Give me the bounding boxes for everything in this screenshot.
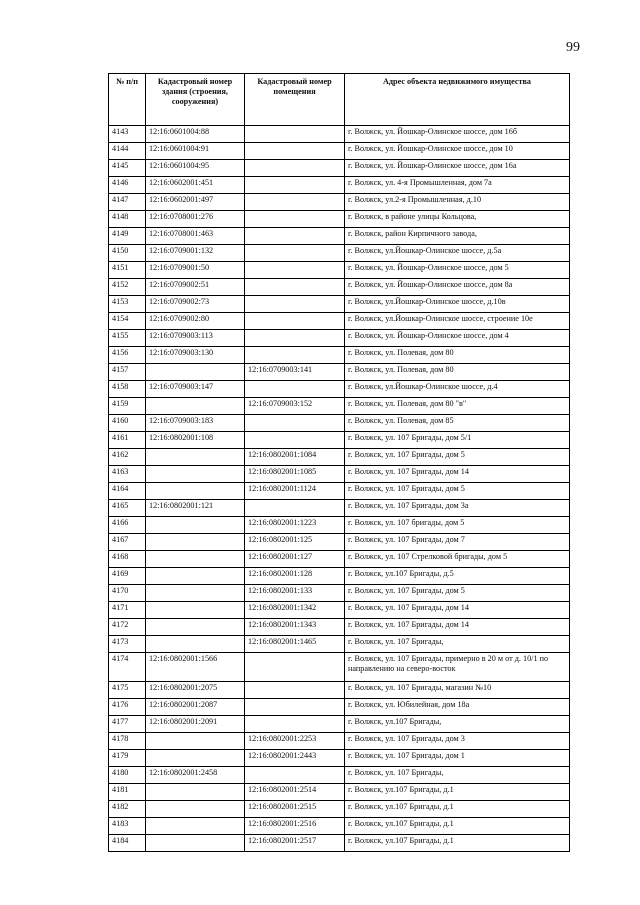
cell-row-number: 4161	[109, 432, 146, 449]
cell-address: г. Волжск, в районе улицы Кольцова,	[345, 211, 570, 228]
cell-room-cadastral-number	[245, 716, 345, 733]
cell-room-cadastral-number	[245, 432, 345, 449]
table-row	[109, 381, 570, 398]
cell-address: г. Волжск, ул. 107 Бригады, дом 1	[345, 750, 570, 767]
table-row	[109, 653, 570, 682]
cell-address: г. Волжск, ул.107 Бригады, д.1	[345, 818, 570, 835]
cell-address: г. Волжск, ул. 107 Бригады, дом 5	[345, 483, 570, 500]
cell-building-cadastral-number	[146, 364, 245, 381]
cell-address: г. Волжск, ул. 4-я Промышленная, дом 7а	[345, 177, 570, 194]
cell-row-number: 4143	[109, 126, 146, 143]
cell-building-cadastral-number	[146, 801, 245, 818]
cell-building-cadastral-number	[146, 398, 245, 415]
cell-building-cadastral-number: 12:16:0708001:463	[146, 228, 245, 245]
cell-row-number: 4159	[109, 398, 146, 415]
header-building-cadastral-number: Кадастровый номер здания (строения, сооружения)	[146, 74, 245, 126]
cell-building-cadastral-number	[146, 517, 245, 534]
cell-address: г. Волжск, ул.2-я Промышленная, д.10	[345, 194, 570, 211]
cell-building-cadastral-number	[146, 585, 245, 602]
cell-room-cadastral-number: 12:16:0802001:2443	[245, 750, 345, 767]
table-row	[109, 160, 570, 177]
cell-row-number: 4170	[109, 585, 146, 602]
cell-address: г. Волжск, ул. 107 Бригады, дом 3	[345, 733, 570, 750]
table-row	[109, 126, 570, 143]
cell-room-cadastral-number: 12:16:0709003:152	[245, 398, 345, 415]
cell-address: г. Волжск, ул. Полевая, дом 80	[345, 364, 570, 381]
cell-address: г. Волжск, ул. Полевая, дом 80	[345, 347, 570, 364]
cell-row-number: 4155	[109, 330, 146, 347]
cell-room-cadastral-number: 12:16:0802001:1342	[245, 602, 345, 619]
cell-row-number: 4173	[109, 636, 146, 653]
table-row	[109, 784, 570, 801]
table-row	[109, 636, 570, 653]
cell-row-number: 4147	[109, 194, 146, 211]
table-row	[109, 313, 570, 330]
cell-row-number: 4167	[109, 534, 146, 551]
cell-row-number: 4179	[109, 750, 146, 767]
table-row	[109, 733, 570, 750]
table-row	[109, 279, 570, 296]
cell-building-cadastral-number	[146, 784, 245, 801]
cell-building-cadastral-number: 12:16:0802001:1566	[146, 653, 245, 682]
table-row	[109, 517, 570, 534]
cell-building-cadastral-number: 12:16:0709001:132	[146, 245, 245, 262]
table-row	[109, 682, 570, 699]
property-registry-table	[108, 73, 570, 852]
cell-room-cadastral-number: 12:16:0802001:1223	[245, 517, 345, 534]
cell-row-number: 4150	[109, 245, 146, 262]
cell-address: г. Волжск, ул.Йошкар-Олинское шоссе, д.5а	[345, 245, 570, 262]
cell-building-cadastral-number: 12:16:0802001:121	[146, 500, 245, 517]
table-row	[109, 585, 570, 602]
cell-address: г. Волжск, ул. Полевая, дом 80 "в"	[345, 398, 570, 415]
cell-building-cadastral-number: 12:16:0601004:88	[146, 126, 245, 143]
cell-row-number: 4176	[109, 699, 146, 716]
cell-row-number: 4174	[109, 653, 146, 682]
cell-building-cadastral-number: 12:16:0602001:497	[146, 194, 245, 211]
cell-row-number: 4146	[109, 177, 146, 194]
table-row	[109, 211, 570, 228]
cell-row-number: 4178	[109, 733, 146, 750]
cell-building-cadastral-number	[146, 466, 245, 483]
cell-address: г. Волжск, ул. 107 Бригады, примерно в 20 м от д. 10/1 по направлению на северо-восток	[345, 653, 570, 682]
table-row	[109, 330, 570, 347]
cell-row-number: 4157	[109, 364, 146, 381]
cell-building-cadastral-number: 12:16:0602001:451	[146, 177, 245, 194]
cell-row-number: 4165	[109, 500, 146, 517]
cell-room-cadastral-number	[245, 177, 345, 194]
table-row	[109, 432, 570, 449]
cell-row-number: 4158	[109, 381, 146, 398]
table-row	[109, 602, 570, 619]
cell-address: г. Волжск, ул. 107 Бригады, дом 3а	[345, 500, 570, 517]
cell-row-number: 4163	[109, 466, 146, 483]
table-row	[109, 228, 570, 245]
cell-address: г. Волжск, ул. 107 Бригады, дом 5	[345, 585, 570, 602]
cell-room-cadastral-number	[245, 767, 345, 784]
cell-address: г. Волжск, ул. 107 бригады, дом 5	[345, 517, 570, 534]
cell-room-cadastral-number	[245, 279, 345, 296]
cell-row-number: 4152	[109, 279, 146, 296]
table-row	[109, 398, 570, 415]
cell-address: г. Волжск, ул.107 Бригады, д.5	[345, 568, 570, 585]
cell-building-cadastral-number: 12:16:0601004:91	[146, 143, 245, 160]
header-address: Адрес объекта недвижимого имущества	[345, 74, 570, 126]
cell-room-cadastral-number	[245, 313, 345, 330]
cell-room-cadastral-number	[245, 699, 345, 716]
cell-room-cadastral-number	[245, 245, 345, 262]
table-row	[109, 347, 570, 364]
table-row	[109, 262, 570, 279]
cell-building-cadastral-number	[146, 534, 245, 551]
cell-building-cadastral-number	[146, 602, 245, 619]
cell-room-cadastral-number	[245, 228, 345, 245]
cell-room-cadastral-number: 12:16:0802001:1465	[245, 636, 345, 653]
cell-address: г. Волжск, ул. Йошкар-Олинское шоссе, дом 5	[345, 262, 570, 279]
cell-room-cadastral-number	[245, 143, 345, 160]
cell-address: г. Волжск, ул.107 Бригады, д.1	[345, 835, 570, 852]
cell-building-cadastral-number: 12:16:0709002:80	[146, 313, 245, 330]
cell-building-cadastral-number: 12:16:0802001:108	[146, 432, 245, 449]
table-row	[109, 194, 570, 211]
cell-room-cadastral-number: 12:16:0802001:2514	[245, 784, 345, 801]
cell-building-cadastral-number: 12:16:0709001:50	[146, 262, 245, 279]
table-row	[109, 483, 570, 500]
cell-address: г. Волжск, ул.107 Бригады,	[345, 716, 570, 733]
cell-room-cadastral-number: 12:16:0802001:2253	[245, 733, 345, 750]
table-row	[109, 466, 570, 483]
cell-address: г. Волжск, ул. 107 Бригады,	[345, 636, 570, 653]
table-row	[109, 143, 570, 160]
header-room-cadastral-number: Кадастровый номер помещения	[245, 74, 345, 126]
table-row	[109, 415, 570, 432]
table-row	[109, 801, 570, 818]
cell-row-number: 4184	[109, 835, 146, 852]
cell-room-cadastral-number: 12:16:0709003:141	[245, 364, 345, 381]
table-row	[109, 716, 570, 733]
table-row	[109, 818, 570, 835]
cell-address: г. Волжск, ул. 107 Бригады, дом 14	[345, 619, 570, 636]
cell-room-cadastral-number: 12:16:0802001:125	[245, 534, 345, 551]
table-row	[109, 767, 570, 784]
cell-building-cadastral-number: 12:16:0709002:51	[146, 279, 245, 296]
table-row	[109, 551, 570, 568]
cell-building-cadastral-number	[146, 835, 245, 852]
cell-row-number: 4182	[109, 801, 146, 818]
cell-building-cadastral-number: 12:16:0709003:183	[146, 415, 245, 432]
cell-building-cadastral-number	[146, 636, 245, 653]
table-header	[109, 74, 570, 126]
cell-building-cadastral-number	[146, 551, 245, 568]
cell-building-cadastral-number	[146, 818, 245, 835]
cell-address: г. Волжск, ул. Йошкар-Олинское шоссе, дом 16б	[345, 126, 570, 143]
cell-address: г. Волжск, ул. 107 Бригады, дом 14	[345, 466, 570, 483]
cell-address: г. Волжск, ул. 107 Бригады,	[345, 767, 570, 784]
cell-room-cadastral-number: 12:16:0802001:133	[245, 585, 345, 602]
table-row	[109, 245, 570, 262]
cell-row-number: 4154	[109, 313, 146, 330]
cell-room-cadastral-number: 12:16:0802001:1343	[245, 619, 345, 636]
cell-row-number: 4151	[109, 262, 146, 279]
cell-row-number: 4148	[109, 211, 146, 228]
cell-address: г. Волжск, ул. 107 Бригады, дом 14	[345, 602, 570, 619]
cell-building-cadastral-number	[146, 568, 245, 585]
table-row	[109, 364, 570, 381]
cell-address: г. Волжск, ул.107 Бригады, д.1	[345, 784, 570, 801]
cell-room-cadastral-number	[245, 347, 345, 364]
cell-building-cadastral-number: 12:16:0709002:73	[146, 296, 245, 313]
cell-row-number: 4183	[109, 818, 146, 835]
cell-address: г. Волжск, ул. Йошкар-Олинское шоссе, дом 10	[345, 143, 570, 160]
table-row	[109, 449, 570, 466]
table-row	[109, 835, 570, 852]
cell-row-number: 4175	[109, 682, 146, 699]
cell-address: г. Волжск, ул. Йошкар-Олинское шоссе, дом 16а	[345, 160, 570, 177]
cell-address: г. Волжск, ул. 107 Бригады, дом 5/1	[345, 432, 570, 449]
cell-address: г. Волжск, район Кирпичного завода,	[345, 228, 570, 245]
cell-address: г. Волжск, ул. Юбилейная, дом 18а	[345, 699, 570, 716]
cell-room-cadastral-number	[245, 415, 345, 432]
cell-room-cadastral-number: 12:16:0802001:127	[245, 551, 345, 568]
cell-row-number: 4180	[109, 767, 146, 784]
table-row	[109, 699, 570, 716]
cell-address: г. Волжск, ул. Йошкар-Олинское шоссе, дом 4	[345, 330, 570, 347]
table-row	[109, 177, 570, 194]
table-row	[109, 750, 570, 767]
cell-building-cadastral-number: 12:16:0802001:2091	[146, 716, 245, 733]
table-row	[109, 500, 570, 517]
cell-row-number: 4162	[109, 449, 146, 466]
cell-room-cadastral-number	[245, 500, 345, 517]
cell-room-cadastral-number: 12:16:0802001:128	[245, 568, 345, 585]
page-number: 99	[566, 40, 580, 55]
cell-room-cadastral-number: 12:16:0802001:1084	[245, 449, 345, 466]
cell-address: г. Волжск, ул.107 Бригады, д.1	[345, 801, 570, 818]
cell-row-number: 4181	[109, 784, 146, 801]
table-row	[109, 619, 570, 636]
cell-building-cadastral-number	[146, 449, 245, 466]
cell-room-cadastral-number: 12:16:0802001:1124	[245, 483, 345, 500]
cell-building-cadastral-number	[146, 483, 245, 500]
cell-room-cadastral-number	[245, 211, 345, 228]
cell-row-number: 4153	[109, 296, 146, 313]
cell-building-cadastral-number	[146, 619, 245, 636]
cell-row-number: 4169	[109, 568, 146, 585]
cell-row-number: 4171	[109, 602, 146, 619]
cell-row-number: 4160	[109, 415, 146, 432]
header-row	[109, 74, 570, 126]
header-row-number: № п/п	[109, 74, 146, 126]
cell-address: г. Волжск, ул. Йошкар-Олинское шоссе, дом 8а	[345, 279, 570, 296]
cell-building-cadastral-number: 12:16:0709003:113	[146, 330, 245, 347]
cell-room-cadastral-number	[245, 682, 345, 699]
cell-room-cadastral-number: 12:16:0802001:2517	[245, 835, 345, 852]
cell-address: г. Волжск, ул.Йошкар-Олинское шоссе, д.4	[345, 381, 570, 398]
table-row	[109, 534, 570, 551]
cell-row-number: 4156	[109, 347, 146, 364]
cell-room-cadastral-number: 12:16:0802001:2515	[245, 801, 345, 818]
cell-room-cadastral-number	[245, 160, 345, 177]
cell-address: г. Волжск, ул. 107 Бригады, дом 5	[345, 449, 570, 466]
table-row	[109, 568, 570, 585]
cell-room-cadastral-number	[245, 330, 345, 347]
cell-row-number: 4144	[109, 143, 146, 160]
cell-row-number: 4168	[109, 551, 146, 568]
cell-row-number: 4149	[109, 228, 146, 245]
cell-building-cadastral-number: 12:16:0802001:2458	[146, 767, 245, 784]
cell-room-cadastral-number: 12:16:0802001:1085	[245, 466, 345, 483]
cell-address: г. Волжск, ул. 107 Бригады, магазин №10	[345, 682, 570, 699]
cell-row-number: 4166	[109, 517, 146, 534]
cell-row-number: 4164	[109, 483, 146, 500]
cell-address: г. Волжск, ул. 107 Стрелковой бригады, дом 5	[345, 551, 570, 568]
cell-address: г. Волжск, ул.Йошкар-Олинское шоссе, строение 10е	[345, 313, 570, 330]
table-body	[109, 126, 570, 852]
cell-room-cadastral-number	[245, 126, 345, 143]
cell-building-cadastral-number: 12:16:0802001:2087	[146, 699, 245, 716]
cell-building-cadastral-number: 12:16:0709003:147	[146, 381, 245, 398]
cell-row-number: 4177	[109, 716, 146, 733]
cell-building-cadastral-number: 12:16:0708001:276	[146, 211, 245, 228]
cell-building-cadastral-number: 12:16:0601004:95	[146, 160, 245, 177]
cell-row-number: 4172	[109, 619, 146, 636]
cell-address: г. Волжск, ул.Йошкар-Олинское шоссе, д.10в	[345, 296, 570, 313]
table-row	[109, 296, 570, 313]
cell-room-cadastral-number	[245, 653, 345, 682]
cell-address: г. Волжск, ул. 107 Бригады, дом 7	[345, 534, 570, 551]
cell-room-cadastral-number	[245, 296, 345, 313]
cell-room-cadastral-number	[245, 381, 345, 398]
cell-building-cadastral-number	[146, 733, 245, 750]
cell-address: г. Волжск, ул. Полевая, дом 85	[345, 415, 570, 432]
cell-building-cadastral-number	[146, 750, 245, 767]
cell-room-cadastral-number	[245, 262, 345, 279]
cell-building-cadastral-number: 12:16:0802001:2075	[146, 682, 245, 699]
cell-row-number: 4145	[109, 160, 146, 177]
cell-room-cadastral-number: 12:16:0802001:2516	[245, 818, 345, 835]
cell-building-cadastral-number: 12:16:0709003:130	[146, 347, 245, 364]
cell-room-cadastral-number	[245, 194, 345, 211]
